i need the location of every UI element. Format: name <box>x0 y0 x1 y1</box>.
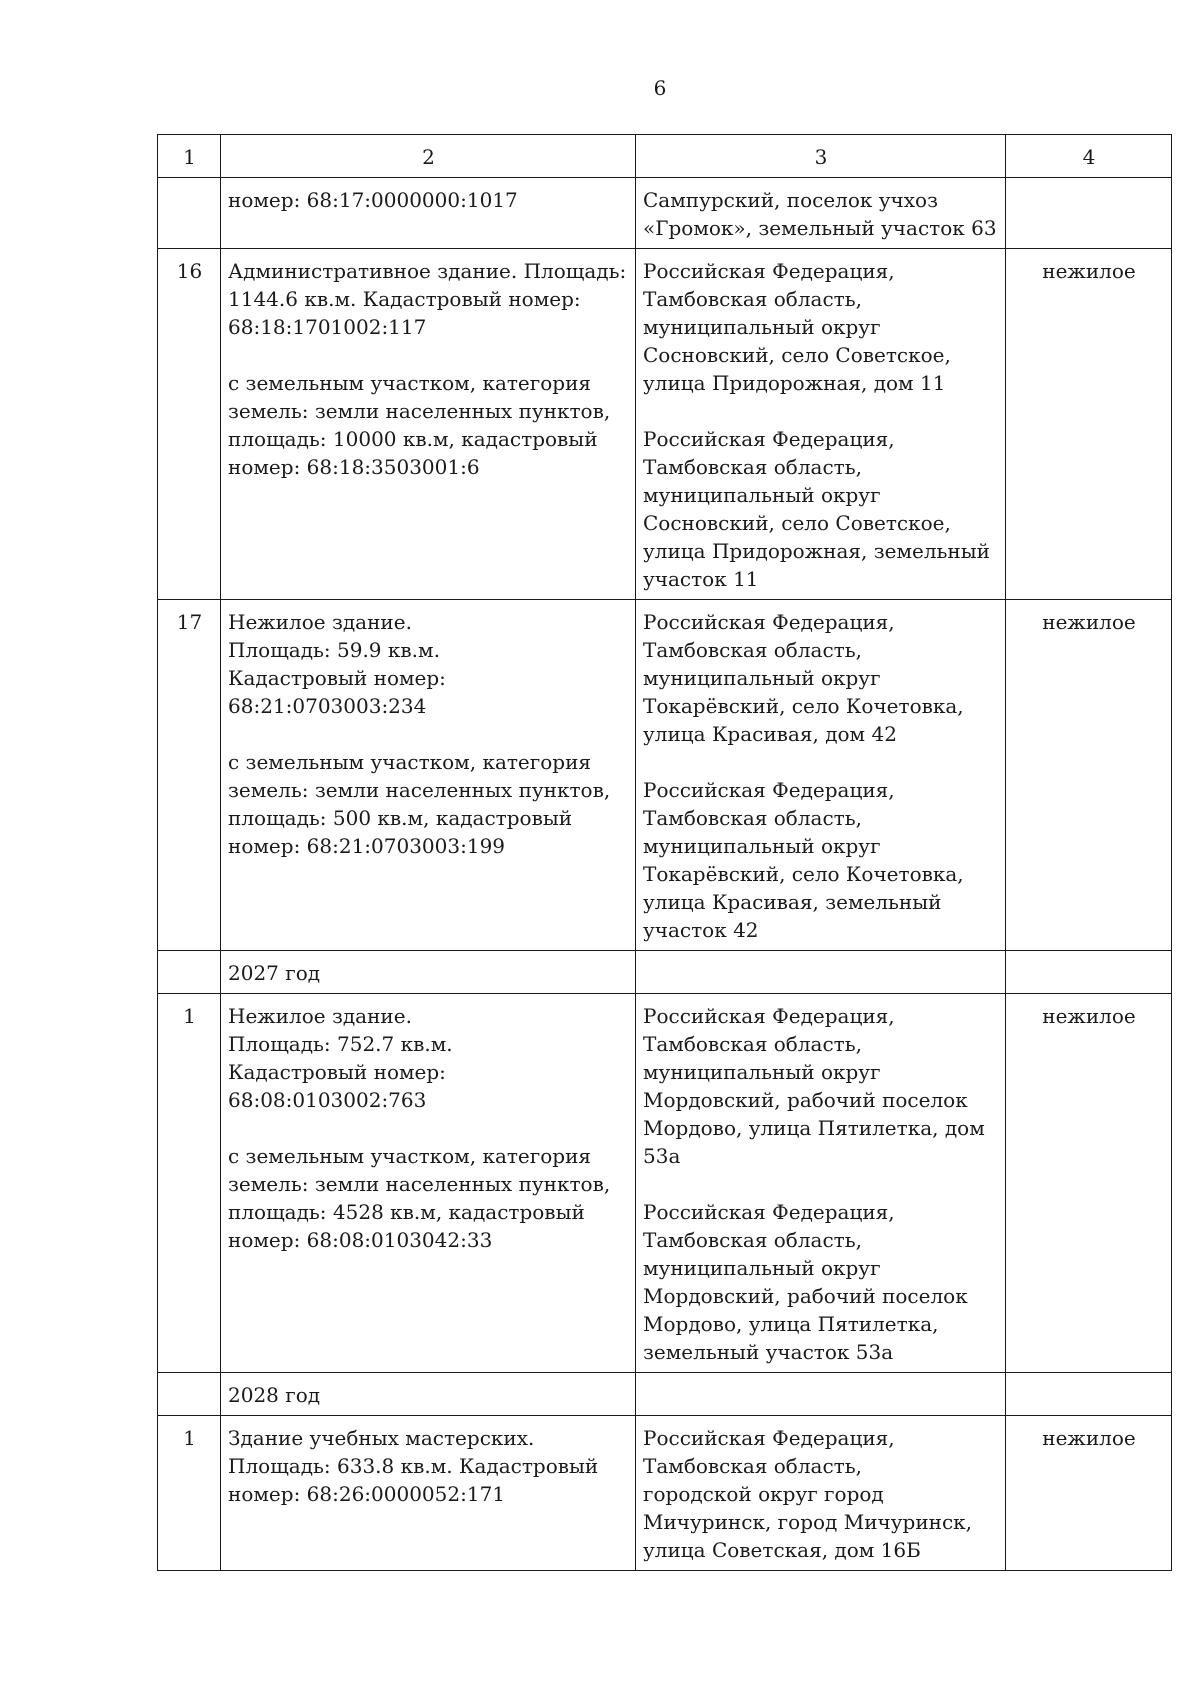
table-row <box>158 994 1172 1373</box>
object-type: нежилое <box>1006 600 1172 951</box>
year-label: 2027 год <box>221 951 636 994</box>
object-description-cell <box>221 994 636 1373</box>
header-cell: 4 <box>1006 135 1172 178</box>
header-cell: 2 <box>221 135 636 178</box>
object-type: нежилое <box>1006 994 1172 1373</box>
object-address: Российская Федерация, Тамбовская область, муниципальный округ Сосновский, село Советское, улица Придорожная, дом 11 <box>643 259 951 395</box>
object-description: Нежилое здание. Площадь: 59.9 кв.м. Кадастровый номер: 68:21:0703003:234 <box>228 610 446 718</box>
object-description-cell <box>221 600 636 951</box>
land-address: Российская Федерация, Тамбовская область, муниципальный округ Мордовский, рабочий поселок Мордово, улица Пятилетка, земельный участок 53а <box>643 1200 968 1364</box>
land-description: с земельным участком, категория земель: земли населенных пунктов, площадь: 500 кв.м, кадастровый номер: 68:21:0703003:199 <box>228 750 611 858</box>
object-type <box>1006 178 1172 249</box>
land-address: Российская Федерация, Тамбовская область, муниципальный округ Токарёвский, село Кочетовка, улица Красивая, земельный участок 42 <box>643 778 964 942</box>
row-number: 1 <box>158 1416 221 1571</box>
row-number <box>158 178 221 249</box>
object-type: нежилое <box>1006 249 1172 600</box>
object-description: Административное здание. Площадь: 1144.6 кв.м. Кадастровый номер: 68:18:1701002:117 <box>228 259 627 339</box>
header-cell: 1 <box>158 135 221 178</box>
property-table <box>157 134 1172 1571</box>
table-row <box>158 249 1172 600</box>
object-address-cell <box>636 249 1006 600</box>
year-row <box>158 1373 1172 1416</box>
land-description: с земельным участком, категория земель: земли населенных пунктов, площадь: 10000 кв.м, кадастровый номер: 68:18:3503001:6 <box>228 371 611 479</box>
object-address: Сампурский, поселок учхоз «Громок», земельный участок 63 <box>636 178 1006 249</box>
row-number: 17 <box>158 600 221 951</box>
row-number: 1 <box>158 994 221 1373</box>
object-description: Нежилое здание. Площадь: 752.7 кв.м. Кадастровый номер: 68:08:0103002:763 <box>228 1004 453 1112</box>
row-number: 16 <box>158 249 221 600</box>
header-cell: 3 <box>636 135 1006 178</box>
object-description: Здание учебных мастерских. Площадь: 633.8 кв.м. Кадастровый номер: 68:26:0000052:171 <box>221 1416 636 1571</box>
table-row <box>158 178 1172 249</box>
year-row <box>158 951 1172 994</box>
object-type: нежилое <box>1006 1416 1172 1571</box>
table-row <box>158 1416 1172 1571</box>
land-address: Российская Федерация, Тамбовская область, муниципальный округ Сосновский, село Советское, улица Придорожная, земельный участок 11 <box>643 427 991 591</box>
land-description: с земельным участком, категория земель: земли населенных пунктов, площадь: 4528 кв.м, кадастровый номер: 68:08:0103042:33 <box>228 1144 611 1252</box>
table-row <box>158 600 1172 951</box>
object-address-cell <box>636 600 1006 951</box>
object-address-cell <box>636 994 1006 1373</box>
object-description: номер: 68:17:0000000:1017 <box>221 178 636 249</box>
object-address: Российская Федерация, Тамбовская область, муниципальный округ Токарёвский, село Кочетовка, улица Красивая, дом 42 <box>643 610 964 746</box>
year-label: 2028 год <box>221 1373 636 1416</box>
object-address: Российская Федерация, Тамбовская область, муниципальный округ Мордовский, рабочий поселок Мордово, улица Пятилетка, дом 53а <box>643 1004 985 1168</box>
object-description-cell <box>221 249 636 600</box>
object-address: Российская Федерация, Тамбовская область, городской округ город Мичуринск, город Мичуринск, улица Советская, дом 16Б <box>636 1416 1006 1571</box>
table-header-row <box>158 135 1172 178</box>
page-number: 6 <box>653 76 667 100</box>
